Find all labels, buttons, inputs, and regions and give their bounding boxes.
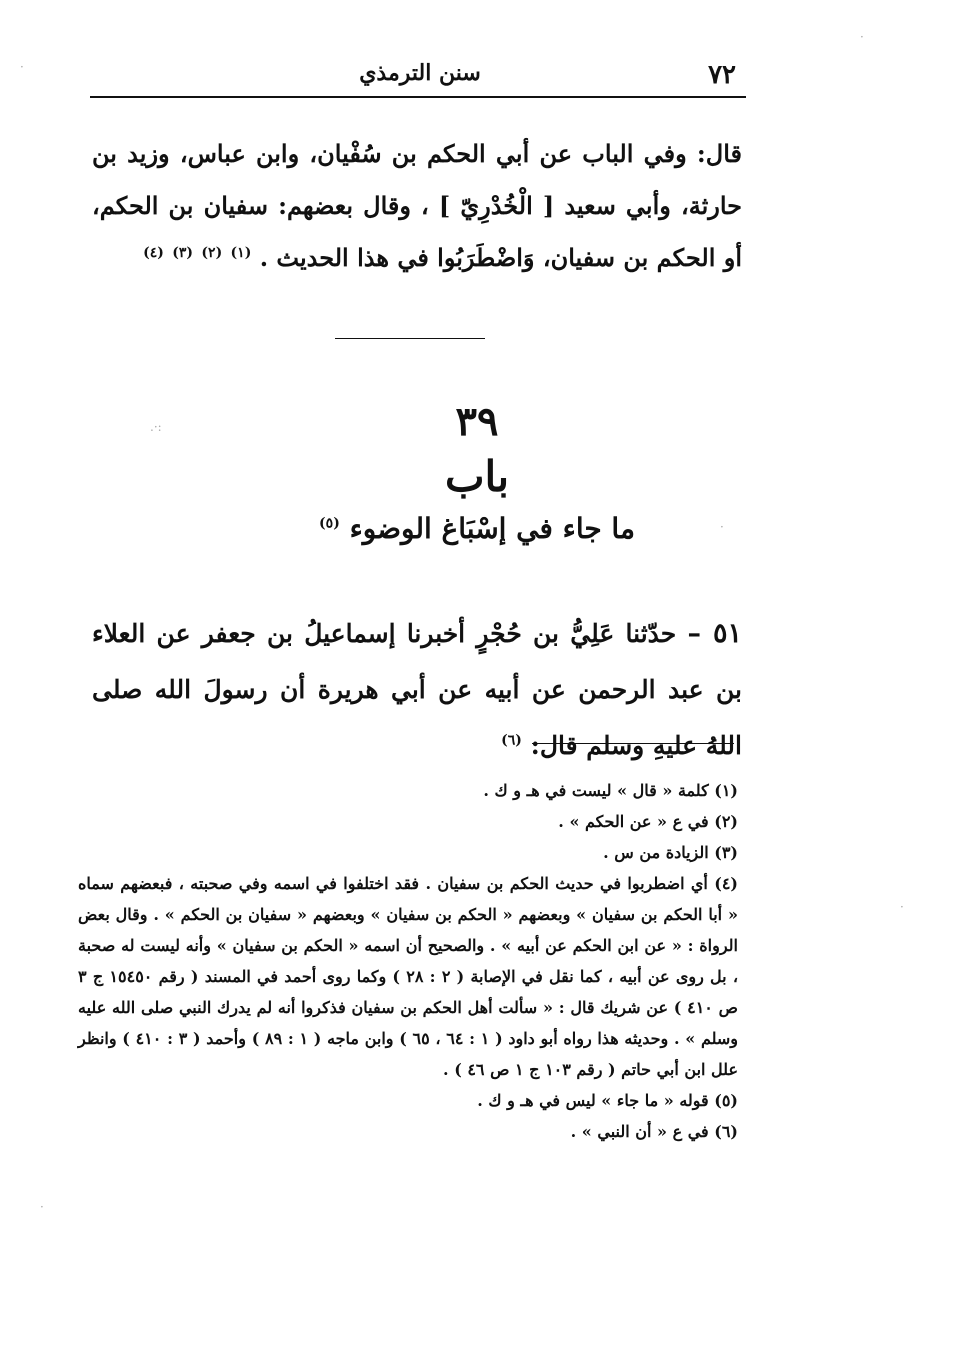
chapter-title-text: ما جاء في إسْبَاغ الوضوء: [349, 512, 635, 545]
footnote-mark: (٣): [172, 245, 194, 261]
running-title: سنن الترمذي: [359, 60, 481, 86]
header-rule: [90, 96, 746, 98]
page-header: [90, 48, 750, 98]
scan-speck: :·.: [150, 420, 162, 434]
footnote-mark: (٥): [319, 515, 340, 532]
footnote: (٢) في ع « عن الحكم » .: [558, 812, 738, 831]
hadith-paragraph: [92, 606, 742, 774]
section-divider: [335, 338, 485, 339]
footnote-mark: (٢): [201, 245, 223, 261]
intro-paragraph: [92, 128, 742, 284]
scan-speck: ·: [40, 1200, 44, 1214]
chapter-heading: باب: [444, 452, 510, 501]
footnote: (١) كلمة « قال » ليست في هـ و ك .: [483, 781, 738, 800]
scan-speck: ·: [860, 30, 864, 44]
intro-footnote-marks: [143, 243, 251, 272]
hadith-number: ٥١ –: [687, 618, 742, 649]
footnotes: [78, 775, 738, 1147]
footnote: (٣) الزيادة من س .: [603, 843, 738, 862]
chapter-title: [0, 512, 954, 545]
page-number: ٧٢: [708, 60, 736, 90]
footnote-mark: (١): [230, 245, 252, 261]
scan-speck: ·: [900, 900, 904, 914]
scan-speck: ·: [20, 60, 24, 74]
hadith-text: حدّثنا عَلِيُّ بن حُجْرٍ أخبرنا إسماعيلُ بن جعفر عن العلاء بن عبد الرحمن عن أبيه عن أبي هريرة أن رسولَ الله صلى اللهُ عليهِ وسلم قال:: [92, 619, 742, 760]
footnote: (٤) أي اضطربوا في حديث الحكم بن سفيان . فقد اختلفوا في اسمه وفي صحبته ، فبعضهم سماه « أبا الحكم بن سفيان » وبعضهم « الحكم بن سفيان » وبعضهم « سفيان بن الحكم » . وقال بعض الرواة : « عن ابن الحكم عن أبيه » . والصحيح أن اسمه « الحكم بن سفيان » وأنه ليست له صحبة ، بل روى عن أبيه ، كما نقل في الإصابة ( ٢ : ٢٨ ) وكما روى أحمد في المسند ( رقم ١٥٤٥٠ ج ٣ ص ٤١٠ ) عن شريك قال : « سألت أهل الحكم بن سفيان فذكروا أنه لم يدرك النبي صلى الله عليه وسلم » . وحديثه هذا رواه أبو داود ( ١ : ٦٤ ، ٦٥ ) وابن ماجه ( ١ : ٨٩ ) وأحمد ( ٣ : ٤١٠ ) وانظر علل ابن أبي حاتم ( رقم ١٠٣ ج ١ ص ٤٦ ) .: [78, 874, 739, 1079]
footnotes-divider: [532, 743, 734, 744]
footnote-mark: (٦): [501, 732, 522, 749]
footnote-mark: (٤): [143, 245, 164, 261]
scan-speck: ·: [720, 520, 724, 534]
chapter-number: ٣٩: [455, 398, 499, 445]
footnote: (٦) في ع « أن النبي » .: [570, 1122, 738, 1141]
footnote: (٥) قوله « ما جاء » ليس في هـ و ك .: [477, 1091, 738, 1110]
intro-text: قال: وفي الباب عن أبي الحكم بن سُفْيان، وابن عباس، وزيد بن حارثة، وأبي سعيد [ الْخُدْرِيّ ] ، وقال بعضهم: سفيان بن الحكم، أو الحكم بن سفيان، وَاضْطَرَبُوا في هذا الحديث .: [92, 139, 742, 272]
